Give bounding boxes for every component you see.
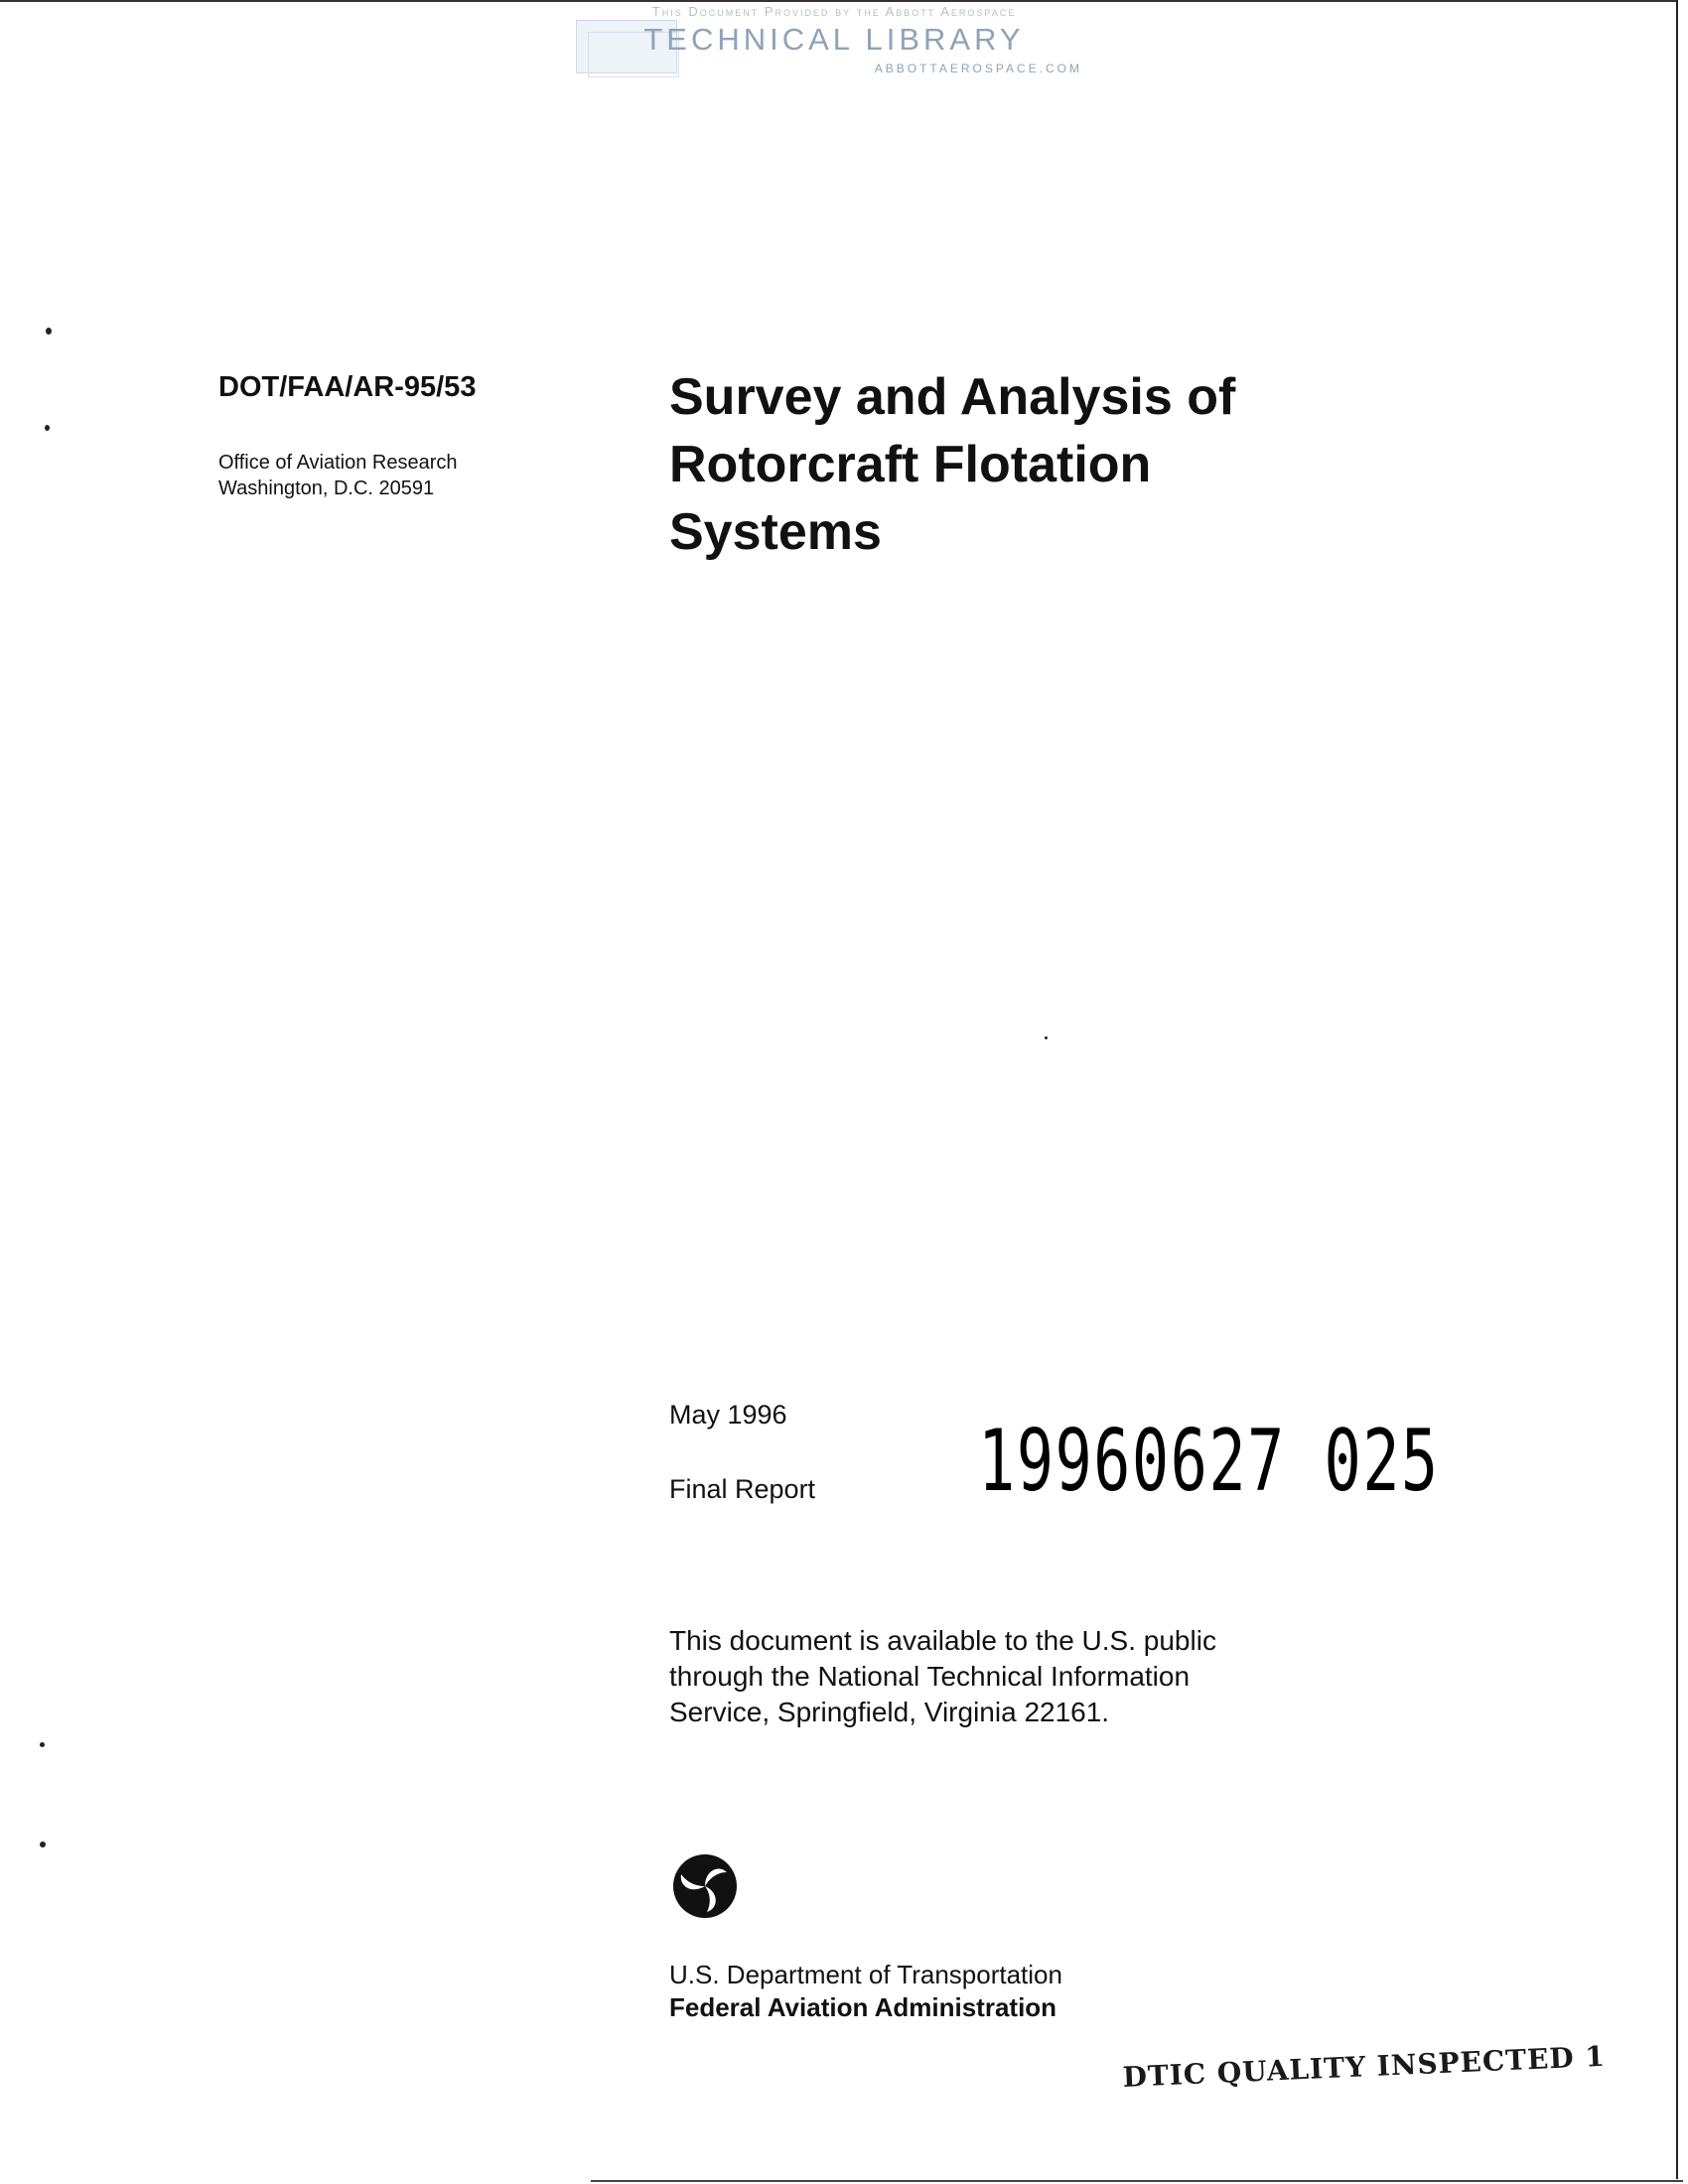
title-line-1: Survey and Analysis of <box>669 368 1236 426</box>
library-watermark <box>576 4 1092 75</box>
watermark-website: ABBOTTAEROSPACE.COM <box>874 62 1082 75</box>
availability-line-1: This document is available to the U.S. public <box>669 1625 1216 1656</box>
title-line-2: Rotorcraft Flotation <box>669 436 1152 493</box>
office-city: Washington, D.C. 20591 <box>218 478 435 499</box>
publication-date: May 1996 <box>669 1400 787 1430</box>
availability-line-3: Service, Springfield, Virginia 22161. <box>669 1697 1110 1727</box>
title-line-3: Systems <box>669 503 882 561</box>
scan-speck <box>46 328 52 335</box>
office-address <box>218 450 458 501</box>
quality-stamp: DTIC QUALITY INSPECTED 1 <box>1122 2039 1607 2094</box>
watermark-provided-by: This Document Provided by the Abbott Aerospace <box>651 4 1017 19</box>
agency-name: Federal Aviation Administration <box>669 1992 1057 2022</box>
dot-tri-swirl-icon <box>671 1852 739 1920</box>
department-name: U.S. Department of Transportation <box>669 1960 1062 1989</box>
accession-number: 19960627 025 <box>978 1412 1440 1511</box>
scan-speck <box>40 1742 45 1747</box>
watermark-library-name: TECHNICAL LIBRARY <box>643 22 1025 57</box>
availability-line-2: through the National Technical Information <box>669 1661 1191 1692</box>
scan-speck <box>45 425 50 431</box>
office-name: Office of Aviation Research <box>218 452 458 474</box>
report-title <box>669 363 1384 566</box>
page-edge-top <box>0 0 1678 2</box>
page-edge-right <box>1676 0 1678 2179</box>
availability-statement <box>669 1623 1216 1730</box>
report-type: Final Report <box>669 1474 816 1504</box>
page-edge-bottom <box>591 2180 1683 2182</box>
scan-speck <box>40 1842 46 1847</box>
report-number: DOT/FAA/AR-95/53 <box>218 371 477 403</box>
scan-speck <box>1045 1036 1048 1039</box>
